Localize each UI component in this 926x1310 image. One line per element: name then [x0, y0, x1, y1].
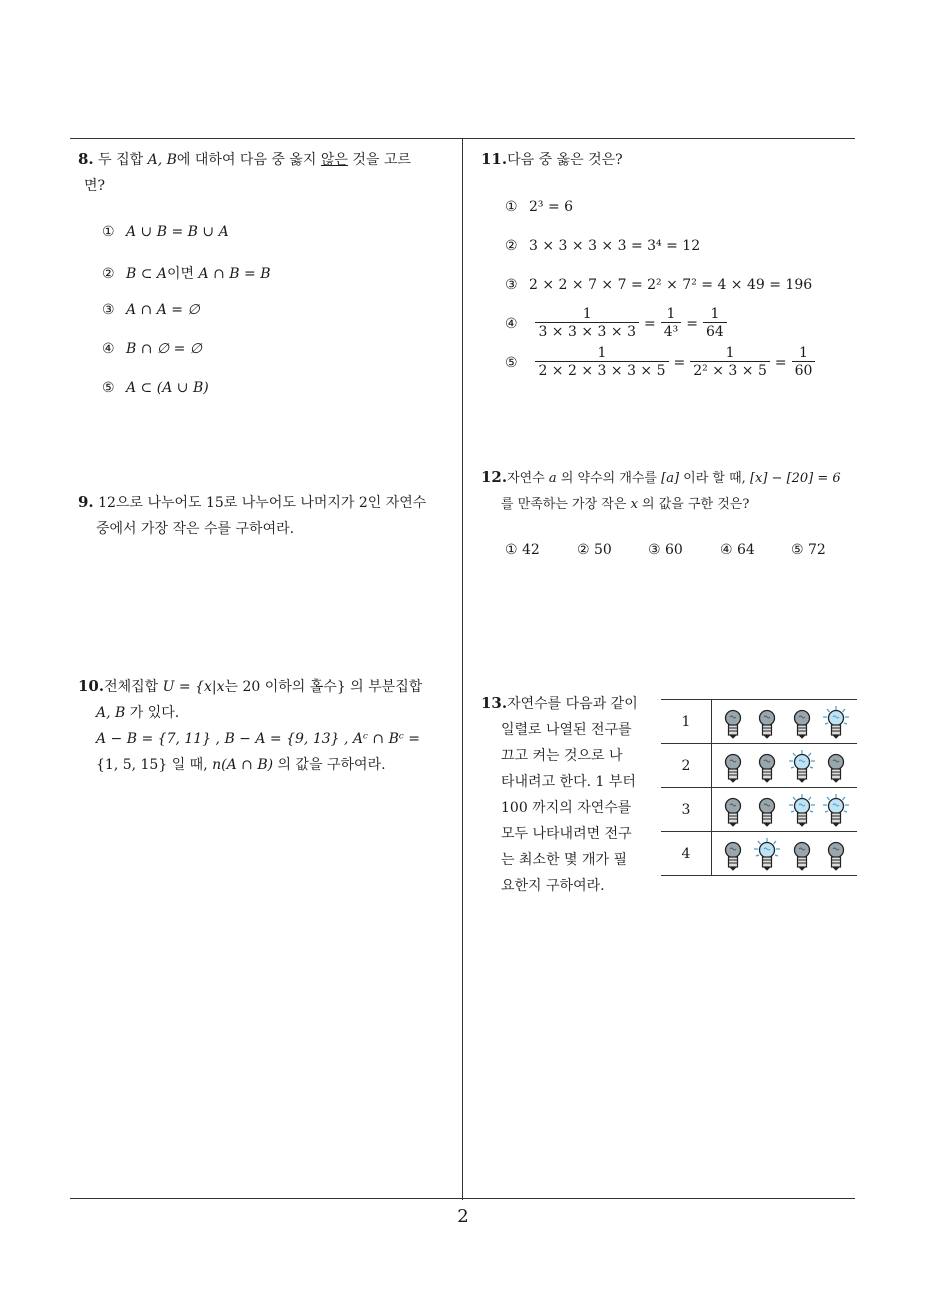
q11-choice-3[interactable]: ③ 2 × 2 × 7 × 7 = 2² × 7² = 4 × 49 = 196 [505, 277, 813, 293]
q12-choice-2[interactable]: ② 50 [577, 542, 612, 558]
question-number: 9. [78, 493, 94, 511]
bulb-row-number: 3 [661, 788, 712, 831]
question-10: 10.전체집합 U = {x|x는 20 이하의 홀수} 의 부분집합 A, B 가 있다. A − B = {7, 11} , B − A = {9, 13} , Aᶜ ∩ Bᶜ = {1, 5, 15} 일 때, n(A ∩ B) 의 값을 구하여라. [78, 677, 423, 773]
q11-choice-1[interactable]: ① 2³ = 6 [505, 199, 574, 215]
column-divider [462, 138, 463, 1200]
bulb-table [661, 699, 857, 876]
q8-choice-2[interactable]: ②B ⊂ A이면 A ∩ B = B [102, 266, 271, 282]
question-number: 13. [481, 694, 508, 712]
q8-choice-4[interactable]: ④B ∩ ∅ = ∅ [102, 341, 202, 357]
q8-choice-3[interactable]: ③A ∩ A = ∅ [102, 302, 200, 318]
bulb-off-icon [787, 704, 817, 740]
bulb-off-icon [821, 836, 851, 872]
bulb-row-number: 1 [661, 700, 712, 743]
bulb-group [712, 700, 857, 743]
bulb-off-icon [718, 704, 748, 740]
bulb-on-icon [787, 748, 817, 784]
bulb-off-icon [821, 748, 851, 784]
bulb-group [712, 744, 857, 787]
fraction: $\frac{1}{\text{4³}}$ [661, 306, 682, 341]
fraction: $\frac{1}{3 \times 3 \times 3 \times 3}$ [535, 306, 639, 341]
q12-choice-4[interactable]: ④ 64 [720, 542, 755, 558]
bulb-off-icon [752, 704, 782, 740]
fraction: $\frac{1}{60}$ [792, 345, 816, 380]
bulb-off-icon [787, 836, 817, 872]
q12-choice-1[interactable]: ① 42 [505, 542, 540, 558]
page-number: 2 [457, 1206, 469, 1227]
question-11: 11.다음 중 옳은 것은? [481, 150, 623, 168]
bulb-group [712, 788, 857, 831]
bulb-on-icon [821, 704, 851, 740]
bulb-off-icon [752, 748, 782, 784]
fraction: $\frac{1}{2 \times 2 \times 3 \times 3 \times 5}$ [535, 345, 668, 380]
q11-choice-2[interactable]: ② 3 × 3 × 3 × 3 = 3⁴ = 12 [505, 238, 701, 254]
bulb-row-number: 2 [661, 744, 712, 787]
bulb-off-icon [752, 792, 782, 828]
question-12: 12.자연수 a 의 약수의 개수를 [a] 이라 할 때, [x] − [20] = 6 를 만족하는 가장 작은 x 의 값을 구한 것은? [481, 468, 841, 512]
question-number: 11. [481, 150, 508, 168]
q8-choice-5[interactable]: ⑤A ⊂ (A ∪ B) [102, 380, 209, 396]
bulb-off-icon [718, 792, 748, 828]
q12-choice-3[interactable]: ③ 60 [648, 542, 683, 558]
bulb-row [661, 788, 857, 832]
question-number: 12. [481, 468, 508, 486]
bulb-off-icon [718, 836, 748, 872]
fraction: $\frac{1}{\text{2² × 3 × 5}}$ [690, 345, 770, 380]
emphasis-underline: 않은 [320, 152, 348, 168]
question-13: 13.자연수를 다음과 같이 일렬로 나열된 전구를 끄고 켜는 것으로 나 타내려고 한다. 1 부터 100 까지의 자연수를 모두 나타내려면 전구 는 최소한 몇 개가 필 요한지 구하여라. [481, 694, 638, 894]
q8-choice-1[interactable]: ①A ∪ B = B ∪ A [102, 224, 229, 240]
bulb-on-icon [787, 792, 817, 828]
fraction: $\frac{1}{64}$ [703, 306, 727, 341]
bulb-row-number: 4 [661, 832, 712, 875]
bulb-off-icon [718, 748, 748, 784]
bulb-on-icon [821, 792, 851, 828]
bulb-row [661, 700, 857, 744]
question-number: 10. [78, 677, 105, 695]
question-number: 8. [78, 150, 94, 168]
q12-choice-5[interactable]: ⑤ 72 [791, 542, 826, 558]
bulb-group [712, 832, 857, 875]
bulb-row [661, 744, 857, 788]
q11-choice-4[interactable]: ④ $\frac{1}{3 \times 3 \times 3 \times 3}$ = $\frac{1}{\text{4³}}$ = $\frac{1}{64}$ [505, 306, 729, 341]
bulb-on-icon [752, 836, 782, 872]
q11-choice-5[interactable]: ⑤ $\frac{1}{2 \times 2 \times 3 \times 3 \times 5}$ = $\frac{1}{\text{2² × 3 × 5}}$ = $\frac{1}{60}$ [505, 345, 817, 380]
question-8: 8. 두 집합 A, B에 대하여 다음 중 옳지 않은 것을 고르 면? [78, 150, 411, 194]
question-9: 9. 12으로 나누어도 15로 나누어도 나머지가 2인 자연수 중에서 가장 작은 수를 구하여라. [78, 493, 427, 537]
bulb-row [661, 832, 857, 875]
